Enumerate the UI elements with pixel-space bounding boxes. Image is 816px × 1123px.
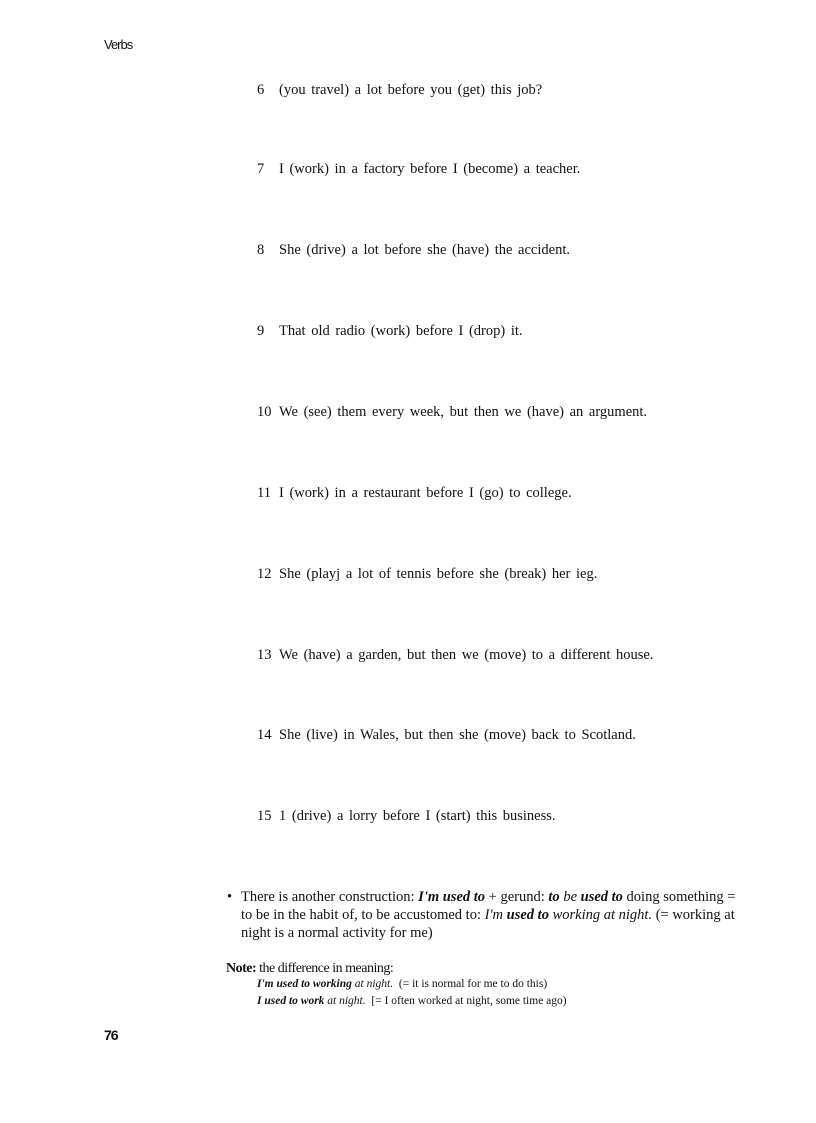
exercise-item <box>257 242 570 259</box>
exercise-text: We (have) a garden, but then we (move) to a different house. <box>279 647 654 663</box>
note-example-line: I'm used to working at night. (= it is normal for me to do this) <box>257 978 548 990</box>
exercise-text: We (see) them every week, but then we (have) an argument. <box>279 404 648 420</box>
exercise-item <box>257 566 597 583</box>
exercise-number: 7 <box>257 161 265 177</box>
exercise-number: 15 <box>257 808 272 824</box>
exercise-number: 8 <box>257 242 265 258</box>
exercise-item <box>257 404 647 421</box>
exercise-text: (you travel) a lot before you (get) this job? <box>279 82 543 98</box>
exercise-number: 10 <box>257 404 272 420</box>
note-example-line: I used to work at night. [= I often worked at night, some time ago) <box>257 995 567 1007</box>
exercise-item <box>257 647 653 664</box>
exercise-number: 11 <box>257 485 271 501</box>
exercise-item <box>257 323 523 340</box>
note-heading: Note: the difference in meaning: <box>226 961 394 976</box>
exercise-item <box>257 808 556 825</box>
bullet-icon: • <box>227 889 233 905</box>
exercise-number: 6 <box>257 82 265 98</box>
note-label: Note: <box>226 961 257 976</box>
exercise-number: 13 <box>257 647 272 663</box>
bullet-text: There is another construction: I'm used to + gerund: to be used to doing something = to be in the habit of, to be accustomed to: I'm used to working at night. (= working at night is a normal activity for me) <box>241 889 736 941</box>
exercise-item <box>257 161 580 178</box>
exercise-text: That old radio (work) before I (drop) it. <box>279 323 523 339</box>
exercise-text: She (playj a lot of tennis before she (break) her ieg. <box>279 566 598 582</box>
exercise-number: 12 <box>257 566 272 582</box>
grammar-bullet-point <box>227 888 747 942</box>
exercise-number: 14 <box>257 727 272 743</box>
exercise-item <box>257 82 542 99</box>
exercise-text: She (live) in Wales, but then she (move) back to Scotland. <box>279 727 636 743</box>
exercise-item <box>257 727 636 744</box>
exercise-text: I (work) in a restaurant before I (go) to college. <box>279 485 572 501</box>
exercise-text: I (work) in a factory before I (become) a teacher. <box>279 161 581 177</box>
exercise-text: She (drive) a lot before she (have) the accident. <box>279 242 570 258</box>
page-number: 76 <box>104 1027 118 1043</box>
exercise-item <box>257 485 572 502</box>
exercise-text: 1 (drive) a lorry before I (start) this business. <box>279 808 556 824</box>
running-header: Verbs <box>104 37 133 52</box>
exercise-number: 9 <box>257 323 265 339</box>
